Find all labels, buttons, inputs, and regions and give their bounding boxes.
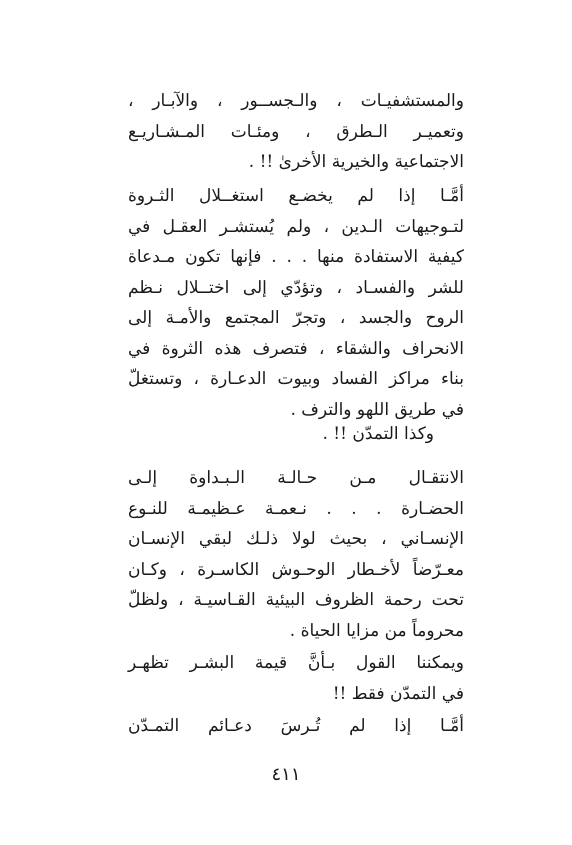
text-line: الروح والجسد ، وتجرّ المجتمع والأمـة إلى xyxy=(128,308,464,328)
text-line: والمستشفيـات ، والـجســور ، والآبـار ، xyxy=(128,91,464,111)
text-line: معـرّضاً لأخـطار الوحـوش الكاسـرة ، وكـان xyxy=(128,559,464,580)
text-line: كيفية الاستفادة منها . . . فإنها تكون مـدعاة xyxy=(128,247,464,267)
text-line: محروماً من مزايا الحياة . xyxy=(289,620,464,641)
text-line: أمَّـا إذا لم تُـرسَ دعـائم التمـدّن xyxy=(128,716,464,736)
text-line: الحضـارة . . . نـعمـة عـظيمـة للنـوع xyxy=(128,498,464,519)
text-line: الإنسـاني ، بحيث لولا ذلـك لبقي الإنسـان xyxy=(128,529,464,549)
text-line: الانحراف والشقاء ، فتصرف هذه الثروة في xyxy=(128,338,464,359)
paragraph-3 xyxy=(128,419,464,450)
text-line: أمَّـا إذا لم يخضـع استغــلال الثـروة xyxy=(128,186,464,206)
text-line: في طريق اللهو والترف . xyxy=(290,399,464,420)
paragraph-6 xyxy=(128,711,464,742)
paragraph-1 xyxy=(128,86,464,178)
text-line: الانتقـال مـن حـالـة الـبـداوة إلـى xyxy=(128,468,464,488)
paragraph-2 xyxy=(128,181,464,425)
text-line: في التمدّن فقط !! xyxy=(332,683,464,704)
text-line: بناء مراكز الفساد وبيوت الدعـارة ، وتستغلّ xyxy=(128,369,464,389)
text-line: ويمكننا القول بـأنَّ قيمة البشـر تظهـر xyxy=(128,653,464,673)
paragraph-4 xyxy=(128,463,464,646)
text-line: تحت رحمة الظروف البيئية القـاسيـة ، ولظلّ xyxy=(128,590,464,610)
text-line: وتعميـر الـطرق ، ومئـات المـشـاريـع xyxy=(128,121,464,142)
paragraph-5 xyxy=(128,648,464,709)
page-number: ٤١١ xyxy=(271,764,301,785)
text-line: لتـوجيهات الـدين ، ولم يُستشـر العقـل في xyxy=(128,216,464,237)
text-line: الاجتماعية والخيرية الأخرىٰ !! . xyxy=(248,152,464,172)
text-line: وكذا التمدّن !! . xyxy=(322,424,434,444)
text-line: للشر والفسـاد ، وتؤدّي إلى اختــلال نـظم xyxy=(128,277,464,298)
